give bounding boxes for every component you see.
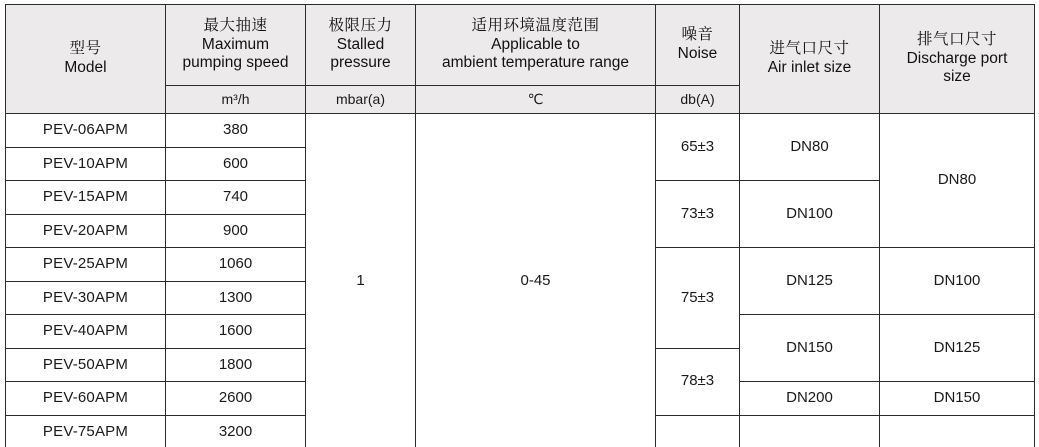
cell-model: PEV-40APM — [6, 315, 166, 349]
cell-pumping-speed: 380 — [166, 114, 306, 148]
column-header-stalled-pressure-cn: 极限压力 — [328, 16, 393, 34]
column-header-pumping-speed-en-2: pumping speed — [182, 54, 289, 72]
cell-pumping-speed: 1300 — [166, 281, 306, 315]
column-header-pumping-speed-en-1: Maximum — [201, 35, 270, 53]
column-header-noise-en: Noise — [677, 45, 718, 62]
unit-noise: db(A) — [656, 86, 740, 114]
column-header-model-en: Model — [64, 59, 107, 76]
column-header-model-cn: 型号 — [69, 40, 102, 58]
column-header-temperature-range-en-2: ambient temperature range — [442, 54, 629, 72]
cell-model: PEV-20APM — [6, 214, 166, 248]
cell-pumping-speed: 1800 — [166, 348, 306, 382]
column-header-discharge-port-size-en-1: Discharge port — [906, 49, 1008, 67]
cell-air-inlet-size: DN100 — [740, 181, 880, 248]
column-header-discharge-port-size-en-2: size — [943, 68, 971, 86]
cell-model: PEV-30APM — [6, 281, 166, 315]
table-body — [6, 114, 1035, 447]
column-header-discharge-port-size-cn: 排气口尺寸 — [916, 30, 997, 48]
cell-air-inlet-size: DN150 — [740, 315, 880, 382]
cell-noise-empty — [656, 415, 740, 447]
cell-model: PEV-06APM — [6, 114, 166, 148]
cell-model: PEV-75APM — [6, 415, 166, 447]
column-header-air-inlet-size — [740, 5, 880, 114]
cell-model: PEV-25APM — [6, 248, 166, 282]
specification-table — [5, 4, 1035, 447]
table-row — [6, 114, 1035, 148]
column-header-air-inlet-size-en: Air inlet size — [767, 59, 852, 76]
column-header-pumping-speed — [166, 5, 306, 86]
cell-air-inlet-size: DN80 — [740, 114, 880, 181]
column-header-stalled-pressure-en-1: Stalled — [336, 35, 385, 53]
unit-temperature-range: ℃ — [416, 86, 656, 114]
table-header — [6, 5, 1035, 114]
cell-discharge-port-size-empty — [880, 415, 1035, 447]
column-header-discharge-port-size — [880, 5, 1035, 114]
column-header-air-inlet-size-cn: 进气口尺寸 — [769, 40, 850, 58]
cell-model: PEV-15APM — [6, 181, 166, 215]
column-header-pumping-speed-cn: 最大抽速 — [203, 16, 268, 34]
cell-discharge-port-size: DN125 — [880, 315, 1035, 382]
cell-discharge-port-size: DN80 — [880, 114, 1035, 248]
column-header-noise — [656, 5, 740, 86]
cell-pumping-speed: 2600 — [166, 382, 306, 416]
cell-pumping-speed: 1600 — [166, 315, 306, 349]
cell-pumping-speed: 740 — [166, 181, 306, 215]
cell-noise: 78±3 — [656, 348, 740, 415]
column-header-stalled-pressure-en-2: pressure — [330, 54, 391, 72]
column-header-temperature-range-en-1: Applicable to — [491, 35, 580, 53]
cell-discharge-port-size: DN100 — [880, 248, 1035, 315]
cell-air-inlet-size-empty — [740, 415, 880, 447]
cell-air-inlet-size: DN125 — [740, 248, 880, 315]
column-header-noise-cn: 噪音 — [681, 26, 714, 44]
table-header-row-titles — [6, 5, 1035, 86]
cell-noise: 65±3 — [656, 114, 740, 181]
column-header-model — [6, 5, 166, 114]
cell-discharge-port-size: DN150 — [880, 382, 1035, 416]
column-header-stalled-pressure — [306, 5, 416, 86]
cell-pumping-speed: 600 — [166, 147, 306, 181]
unit-pumping-speed: m³/h — [166, 86, 306, 114]
cell-noise: 73±3 — [656, 181, 740, 248]
cell-model: PEV-50APM — [6, 348, 166, 382]
cell-noise: 75±3 — [656, 248, 740, 349]
cell-pumping-speed: 3200 — [166, 415, 306, 447]
cell-air-inlet-size: DN200 — [740, 382, 880, 416]
cell-stalled-pressure: 1 — [306, 114, 416, 447]
cell-temperature-range: 0-45 — [416, 114, 656, 447]
column-header-temperature-range — [416, 5, 656, 86]
cell-pumping-speed: 1060 — [166, 248, 306, 282]
unit-stalled-pressure: mbar(a) — [306, 86, 416, 114]
cell-pumping-speed: 900 — [166, 214, 306, 248]
column-header-temperature-range-cn: 适用环境温度范围 — [471, 16, 600, 34]
cell-model: PEV-10APM — [6, 147, 166, 181]
cell-model: PEV-60APM — [6, 382, 166, 416]
